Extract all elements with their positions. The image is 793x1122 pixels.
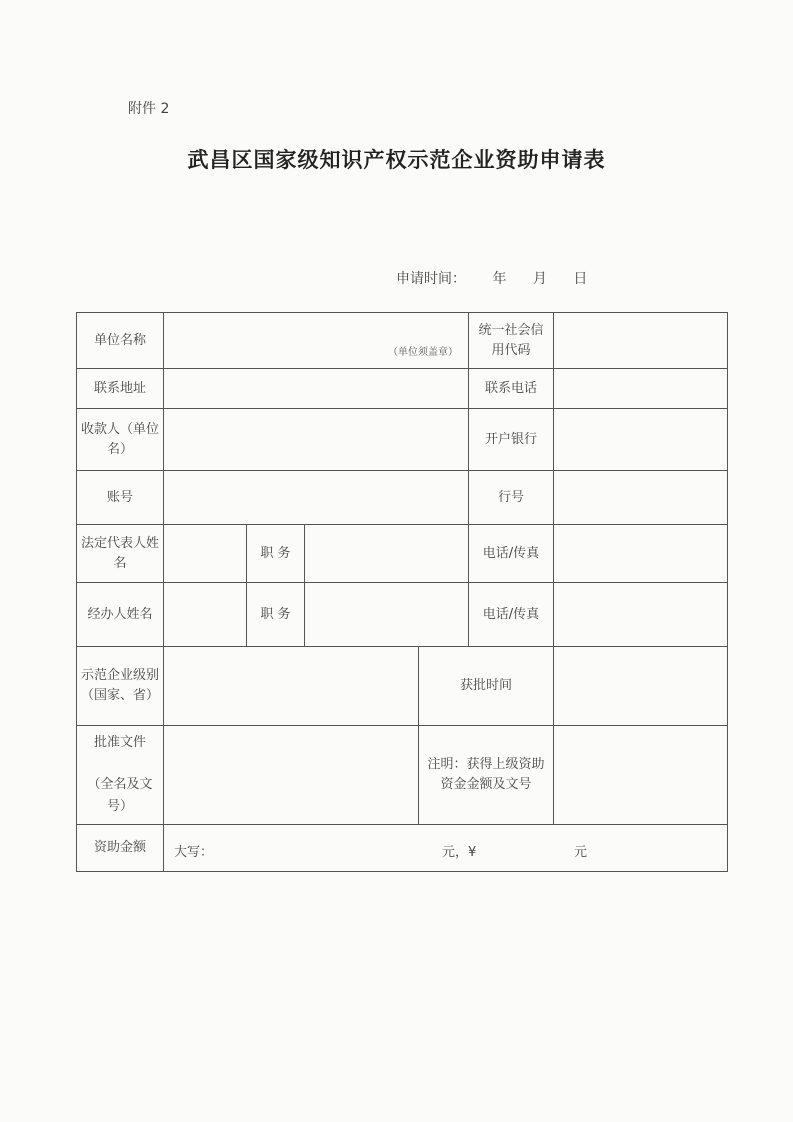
bank-no-field[interactable]	[554, 471, 728, 525]
label-amount: 资助金额	[77, 825, 164, 872]
date-month[interactable]: 月	[532, 271, 547, 287]
date-year[interactable]: 年	[492, 271, 507, 287]
seal-note: （单位须盖章）	[388, 347, 458, 358]
approval-time-field[interactable]	[554, 647, 728, 726]
bank-field[interactable]	[554, 409, 728, 471]
approval-doc-line1: 批准文件	[93, 735, 146, 750]
legal-rep-field[interactable]	[164, 525, 247, 583]
contact-phone-field[interactable]	[554, 369, 728, 409]
position-2-field[interactable]	[305, 583, 469, 647]
date-label: 申请时间：	[396, 271, 466, 287]
label-unit-name: 单位名称	[77, 313, 164, 369]
label-payee: 收款人（单位名）	[77, 409, 164, 471]
account-field[interactable]	[164, 471, 469, 525]
application-date	[396, 268, 587, 288]
amount-yuan-label: 元，¥	[442, 845, 477, 860]
label-position-2: 职 务	[247, 583, 305, 647]
payee-field[interactable]	[164, 409, 469, 471]
label-bank: 开户银行	[469, 409, 554, 471]
attachment-label: 附件 2	[128, 101, 170, 117]
phone-fax-2-field[interactable]	[554, 583, 728, 647]
label-bank-no: 行号	[469, 471, 554, 525]
label-position-1: 职 务	[247, 525, 305, 583]
label-legal-rep: 法定代表人姓名	[77, 525, 164, 583]
approval-doc-field[interactable]	[164, 726, 419, 825]
label-approval-time: 获批时间	[419, 647, 554, 726]
label-contact-phone: 联系电话	[469, 369, 554, 409]
contact-address-field[interactable]	[164, 369, 469, 409]
label-contact-address: 联系地址	[77, 369, 164, 409]
unit-name-field[interactable]	[164, 313, 469, 369]
page-title: 武昌区国家级知识产权示范企业资助申请表	[187, 147, 606, 172]
label-phone-fax-1: 电话/传真	[469, 525, 554, 583]
amount-yuan2-label: 元	[574, 845, 588, 860]
date-day[interactable]: 日	[573, 271, 588, 287]
phone-fax-1-field[interactable]	[554, 525, 728, 583]
label-note: 注明：获得上级资助资金金额及文号	[419, 726, 554, 825]
level-field[interactable]	[164, 647, 419, 726]
label-account: 账号	[77, 471, 164, 525]
label-level: 示范企业级别（国家、省）	[77, 647, 164, 726]
handler-field[interactable]	[164, 583, 247, 647]
label-credit-code: 统一社会信用代码	[469, 313, 554, 369]
amount-field[interactable]	[164, 825, 728, 872]
application-form-table	[76, 312, 728, 872]
approval-doc-line2: （全名及文号）	[87, 777, 153, 814]
position-1-field[interactable]	[305, 525, 469, 583]
label-phone-fax-2: 电话/传真	[469, 583, 554, 647]
note-field[interactable]	[554, 726, 728, 825]
label-approval-doc	[77, 726, 164, 825]
label-handler: 经办人姓名	[77, 583, 164, 647]
credit-code-field[interactable]	[554, 313, 728, 369]
amount-words-label: 大写：	[174, 845, 214, 860]
